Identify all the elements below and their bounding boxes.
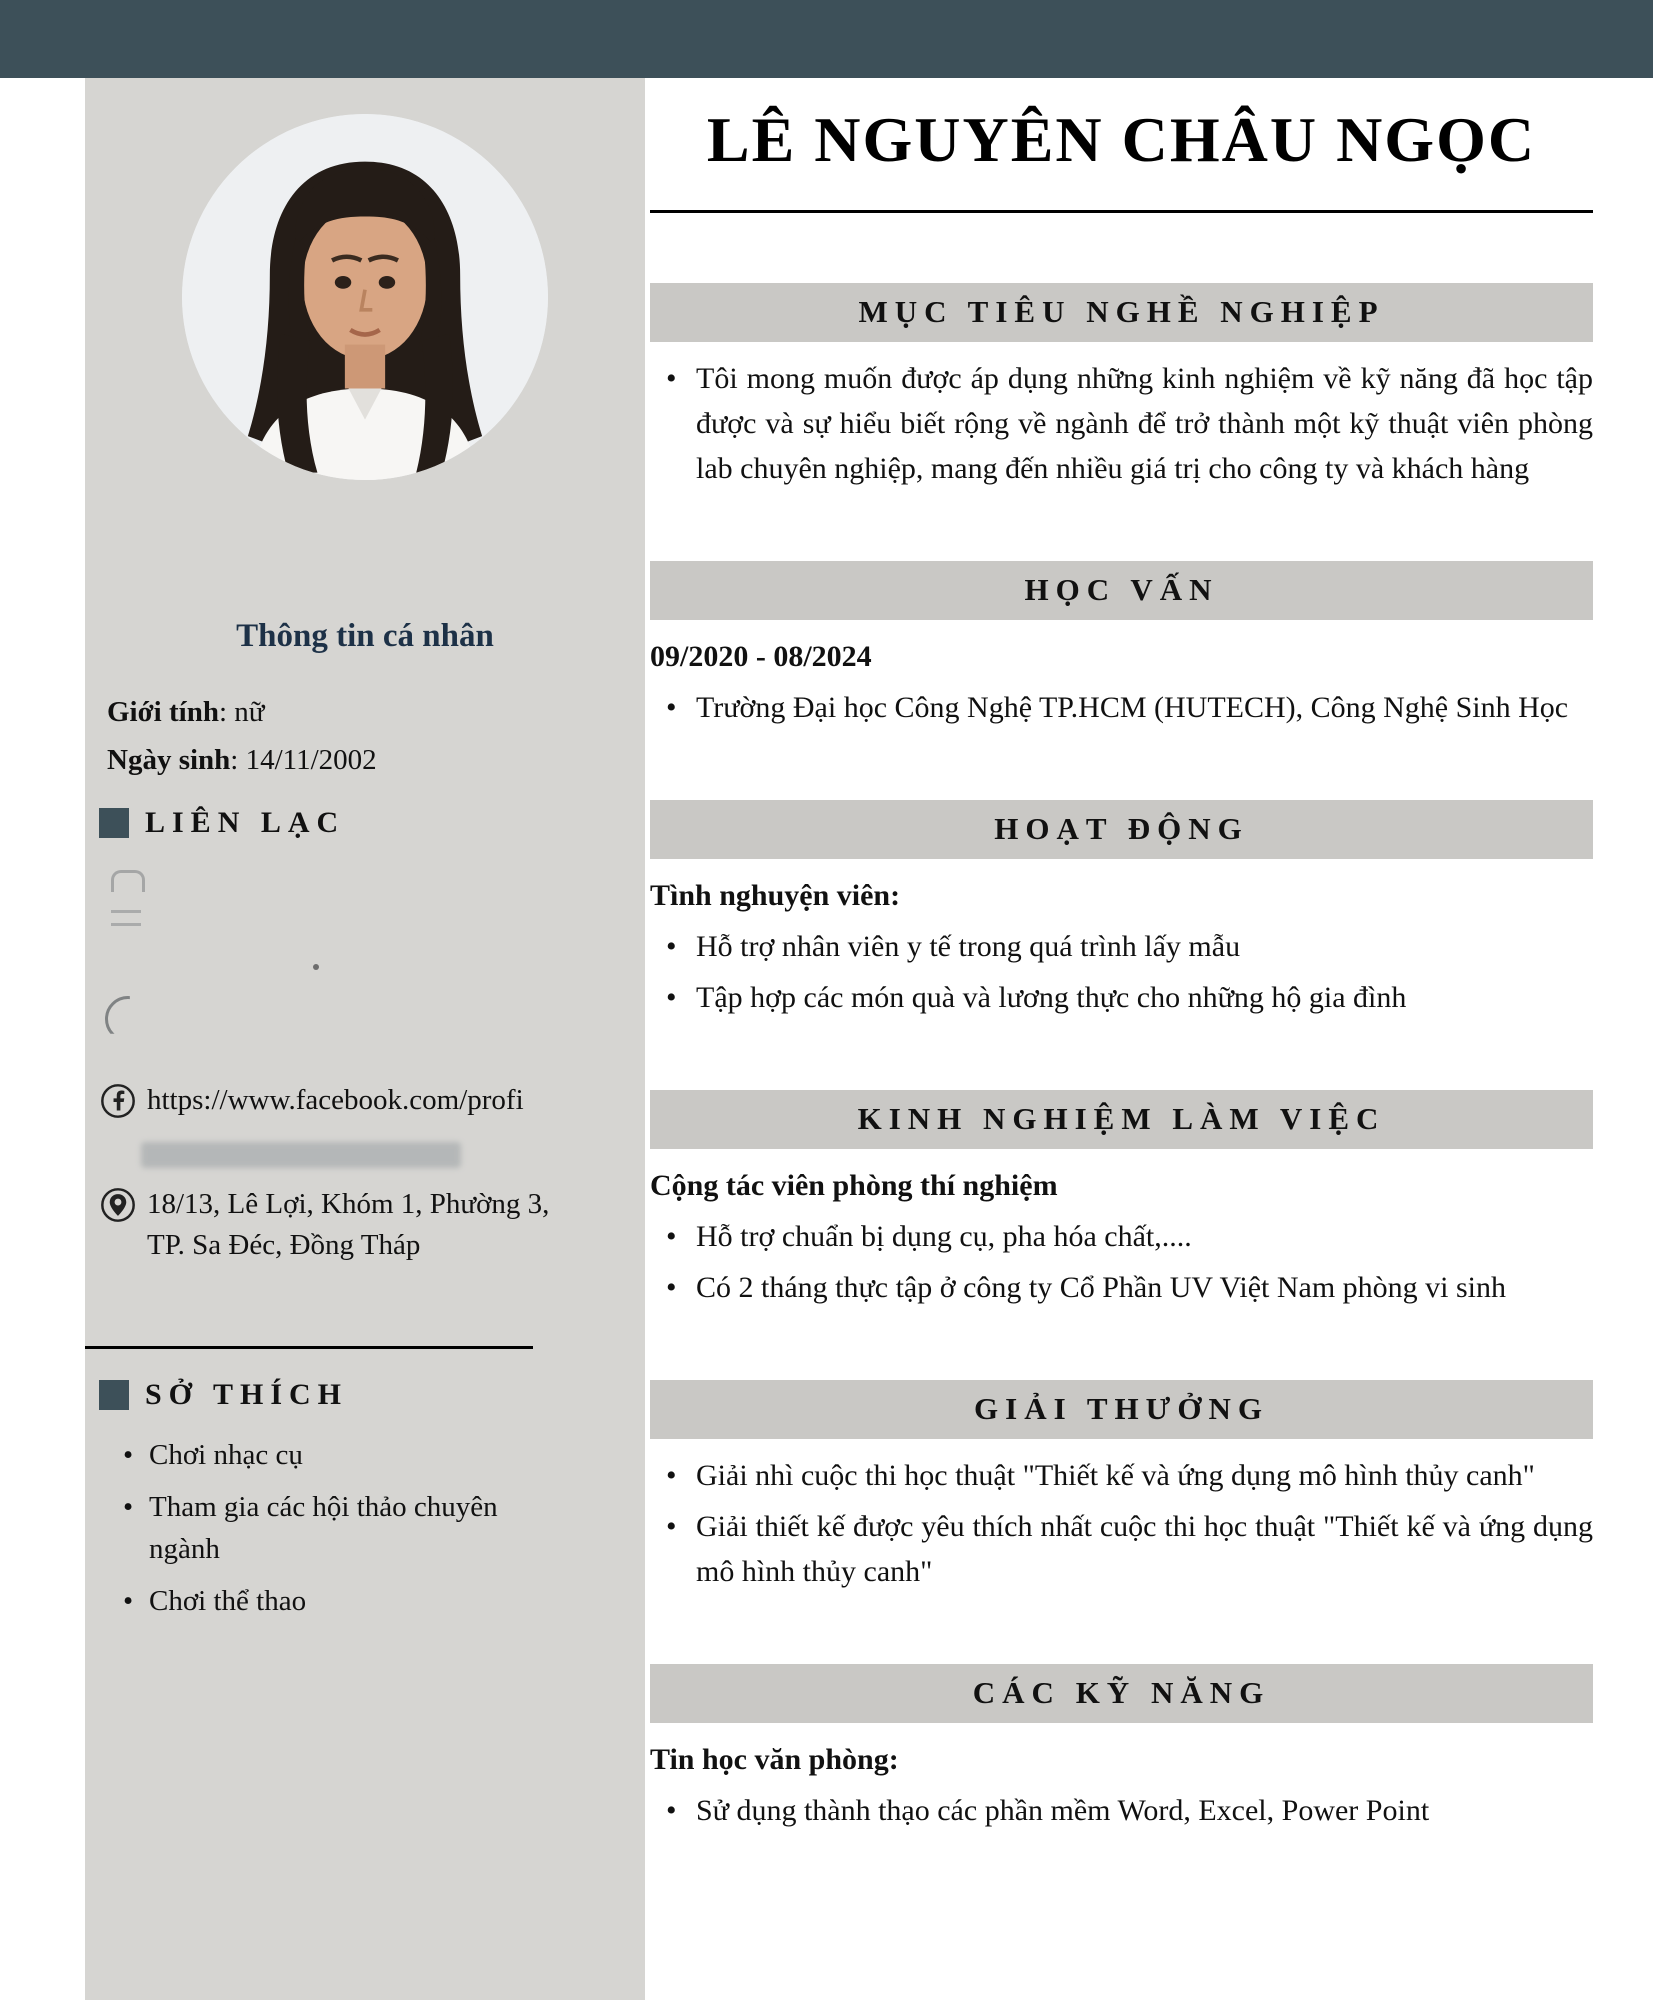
education-list [650, 685, 1593, 730]
activity-item: • Tập hợp các món quà và lương thực cho những hộ gia đình [650, 975, 1593, 1020]
redacted-mail-icon [111, 910, 141, 926]
facebook-contact-row [99, 1080, 639, 1121]
award-item: • Giải nhì cuộc thi học thuật "Thiết kế và ứng dụng mô hình thủy canh" [650, 1453, 1593, 1498]
hobbies-title: SỞ THÍCH [145, 1378, 348, 1411]
facebook-icon [99, 1082, 137, 1120]
square-bullet-icon [99, 1380, 129, 1410]
name-underline [650, 210, 1593, 213]
experience-item: • Có 2 tháng thực tập ở công ty Cổ Phần UV Việt Nam phòng vi sinh [650, 1265, 1593, 1310]
objective-list [650, 356, 1593, 491]
personal-info-title: Thông tin cá nhân [236, 618, 494, 654]
skill-item: • Sử dụng thành thạo các phần mềm Word, Excel, Power Point [650, 1788, 1593, 1833]
dob-line [107, 744, 377, 777]
section-header-skills: CÁC KỸ NĂNG [650, 1664, 1593, 1723]
section-header-education: HỌC VẤN [650, 561, 1593, 620]
awards-list [650, 1453, 1593, 1594]
facebook-link[interactable]: https://www.facebook.com/profi [147, 1084, 524, 1116]
address-contact-row [99, 1184, 599, 1265]
dob-value: : 14/11/2002 [230, 744, 377, 776]
experience-item: • Hỗ trợ chuẩn bị dụng cụ, pha hóa chất,.... [650, 1214, 1593, 1259]
redacted-facebook-url-continuation [141, 1142, 461, 1168]
activities-list [650, 924, 1593, 1020]
candidate-name: LÊ NGUYÊN CHÂU NGỌC [706, 104, 1537, 175]
profile-photo [182, 114, 548, 480]
hobbies-section-header [99, 1378, 348, 1412]
cv-main-column [645, 78, 1653, 2000]
award-item: • Giải thiết kế được yêu thích nhất cuộc thi học thuật "Thiết kế và ứng dụng mô hình thủy canh" [650, 1504, 1593, 1594]
activity-item: • Hỗ trợ nhân viên y tế trong quá trình lấy mẫu [650, 924, 1593, 969]
contact-section-header [99, 806, 345, 840]
hobby-item: • Tham gia các hội thảo chuyên ngành [115, 1486, 555, 1570]
sidebar [85, 78, 645, 2000]
gender-line [107, 696, 264, 729]
section-header-experience: KINH NGHIỆM LÀM VIỆC [650, 1090, 1593, 1149]
gender-value: : nữ [218, 696, 265, 728]
hobby-item: • Chơi nhạc cụ [115, 1434, 555, 1476]
education-item: • Trường Đại học Công Nghệ TP.HCM (HUTECH), Công Nghệ Sinh Học [650, 685, 1593, 730]
avatar-illustration [182, 114, 548, 480]
experience-subtitle: Cộng tác viên phòng thí nghiệm [650, 1168, 1058, 1202]
dob-label: Ngày sinh [107, 744, 231, 776]
address-text: 18/13, Lê Lợi, Khóm 1, Phường 3, TP. Sa Đéc, Đồng Tháp [147, 1188, 550, 1261]
sidebar-divider [85, 1346, 533, 1349]
redaction-dot [313, 964, 319, 970]
section-header-activities: HOẠT ĐỘNG [650, 800, 1593, 859]
square-bullet-icon [99, 808, 129, 838]
top-accent-bar [0, 0, 1653, 78]
gender-label: Giới tính [107, 696, 219, 728]
redacted-phone-icon [111, 870, 145, 892]
redacted-circle-icon [105, 996, 151, 1042]
experience-list [650, 1214, 1593, 1310]
hobby-item: • Chơi thể thao [115, 1580, 555, 1622]
objective-item: • Tôi mong muốn được áp dụng những kinh nghiệm về kỹ năng đã học tập được và sự hiểu biết rộng về ngành để trở thành một kỹ thuật viên phòng lab chuyên nghiệp, mang đến nhiều giá trị cho công ty và khách hàng [650, 356, 1593, 491]
contact-title: LIÊN LẠC [145, 806, 346, 839]
hobbies-list [115, 1434, 555, 1632]
section-header-objective: MỤC TIÊU NGHỀ NGHIỆP [650, 283, 1593, 342]
education-period: 09/2020 - 08/2024 [650, 639, 872, 673]
location-pin-icon [99, 1186, 137, 1224]
skills-subtitle: Tin học văn phòng: [650, 1742, 899, 1776]
activities-subtitle: Tình nghuyện viên: [650, 878, 901, 912]
section-header-awards: GIẢI THƯỞNG [650, 1380, 1593, 1439]
skills-list [650, 1788, 1593, 1833]
